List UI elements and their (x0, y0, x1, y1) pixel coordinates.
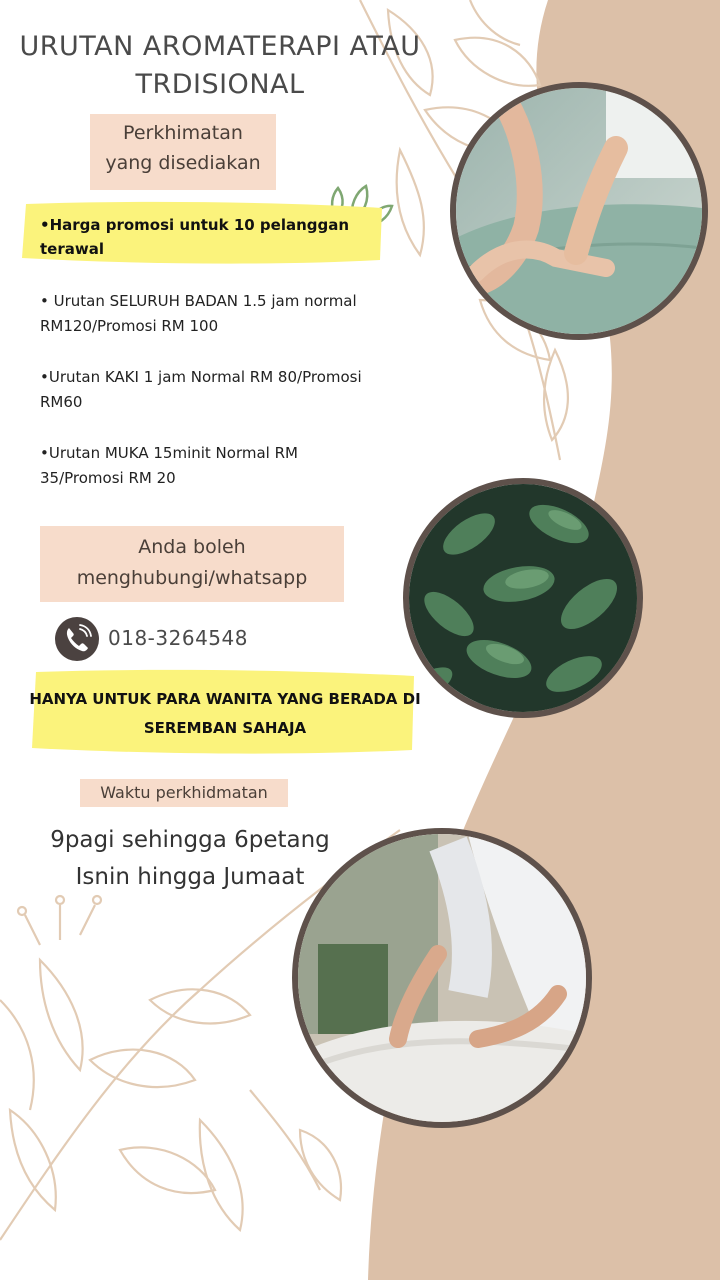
contact-tag (40, 526, 344, 602)
phone-number: 018-3264548 (108, 626, 248, 650)
service-hours (20, 822, 360, 896)
poster-title (10, 28, 430, 104)
contact-tag-line-1: Anda boleh (138, 536, 246, 558)
service-full-body: • Urutan SELURUH BADAN 1.5 jam normal RM120/Promosi RM 100 (40, 292, 357, 335)
women-only-line-2: SEREMBAN SAHAJA (143, 719, 307, 737)
hours-time: 9pagi sehingga 6petang (50, 827, 330, 853)
women-only-notice (20, 685, 430, 743)
hours-days: Isnin hingga Jumaat (75, 864, 305, 890)
services-tag-line-1: Perkhimatan (123, 122, 243, 144)
green-leaves-photo (403, 478, 643, 718)
service-face: •Urutan MUKA 15minit Normal RM 35/Promosi RM 20 (40, 444, 298, 487)
title-line-1: URUTAN AROMATERAPI ATAU (19, 31, 421, 62)
services-tag-line-2: yang disediakan (105, 152, 261, 174)
service-foot: •Urutan KAKI 1 jam Normal RM 80/Promosi RM60 (40, 368, 362, 411)
services-tag (90, 114, 276, 190)
hours-tag: Waktu perkhidmatan (80, 779, 288, 807)
promo-headline: •Harga promosi untuk 10 pelanggan terawal (40, 216, 350, 258)
phone-icon (55, 617, 99, 661)
contact-tag-line-2: menghubungi/whatsapp (76, 567, 308, 589)
women-only-line-1: HANYA UNTUK PARA WANITA YANG BERADA DI (29, 690, 421, 708)
title-line-2: TRDISIONAL (135, 69, 305, 100)
massage-hands-photo (450, 82, 708, 340)
